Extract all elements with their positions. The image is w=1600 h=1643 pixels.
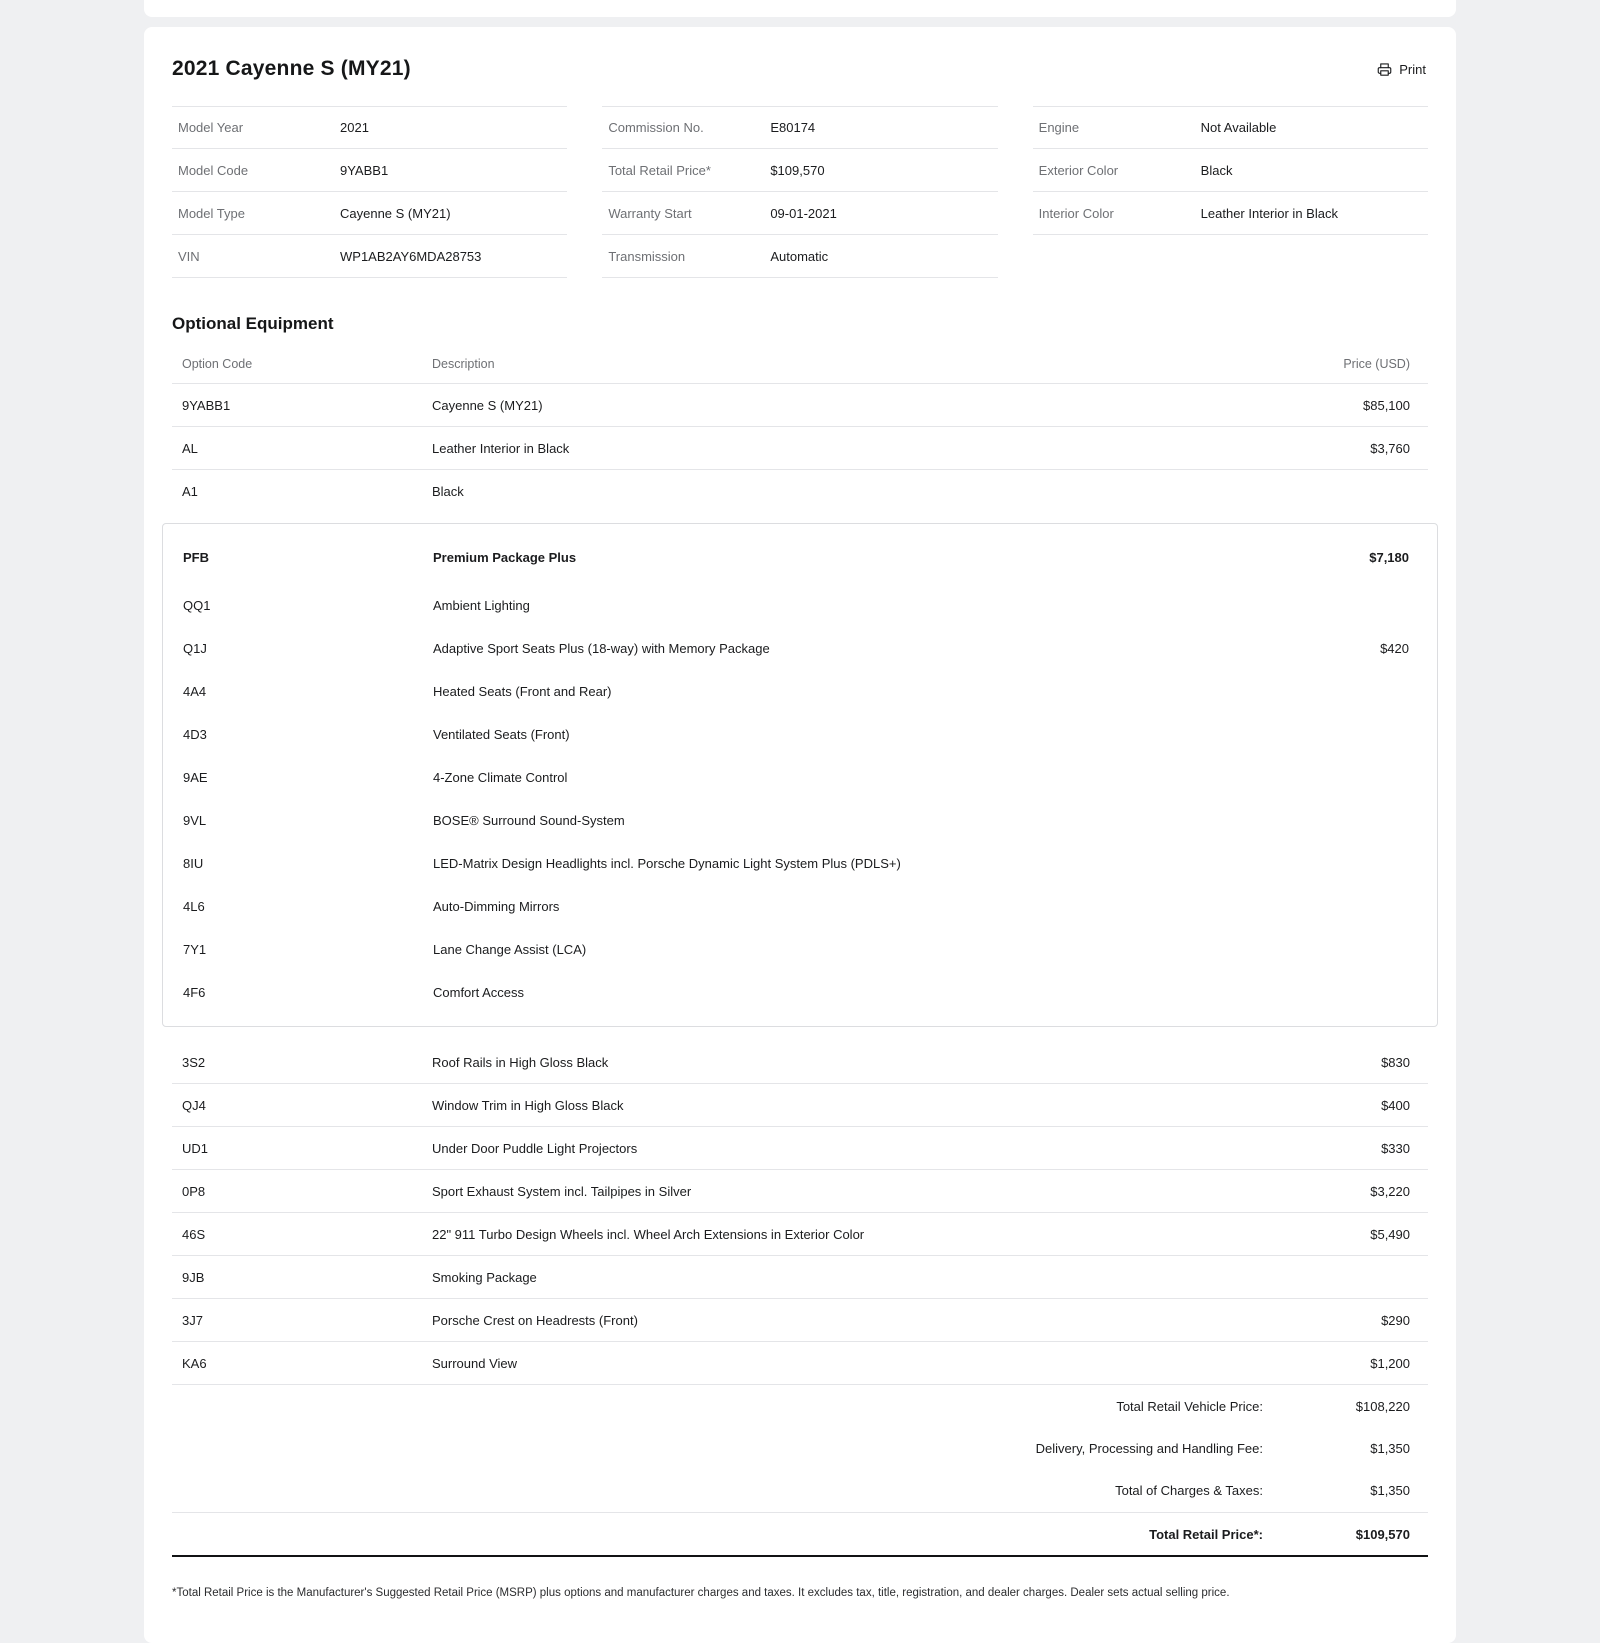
premium-package-group xyxy=(162,523,1438,1027)
option-code: KA6 xyxy=(182,1355,207,1371)
detail-row xyxy=(172,192,567,235)
equipment-row xyxy=(172,1041,1428,1084)
option-price: $330 xyxy=(1381,1140,1410,1156)
option-description: Smoking Package xyxy=(432,1269,537,1285)
option-description: Auto-Dimming Mirrors xyxy=(433,899,560,914)
option-code: 7Y1 xyxy=(183,942,207,957)
total-row xyxy=(172,1469,1428,1511)
option-description: Window Trim in High Gloss Black xyxy=(432,1097,624,1113)
option-description: 22" 911 Turbo Design Wheels incl. Wheel Arch Extensions in Exterior Color xyxy=(432,1226,865,1242)
print-button[interactable] xyxy=(1375,58,1428,81)
detail-label: Engine xyxy=(1038,120,1080,135)
price-footnote: *Total Retail Price is the Manufacturer's Suggested Retail Price (MSRP) plus options and manufacturer charges and taxes. It excludes tax, title, registration, and dealer charges. Dealer sets actual selling price. xyxy=(172,1587,1230,1599)
totals-rows-container xyxy=(172,1385,1428,1511)
option-description: Ventilated Seats (Front) xyxy=(433,727,570,742)
detail-value: 09-01-2021 xyxy=(770,205,837,221)
total-row xyxy=(172,1385,1428,1427)
final-total-row xyxy=(172,1512,1428,1557)
option-description: Comfort Access xyxy=(433,985,525,1000)
detail-label: Interior Color xyxy=(1038,205,1114,221)
total-row xyxy=(172,1427,1428,1469)
option-description: Ambient Lighting xyxy=(433,598,530,613)
total-label: Total Retail Vehicle Price: xyxy=(1116,1398,1263,1414)
option-code: 9VL xyxy=(183,813,207,828)
equipment-row xyxy=(173,670,1427,713)
detail-value: Cayenne S (MY21) xyxy=(340,205,451,221)
package-items-container xyxy=(173,584,1427,1014)
option-description: Premium Package Plus xyxy=(433,549,577,565)
final-total-label: Total Retail Price*: xyxy=(1149,1526,1263,1542)
option-code: PFB xyxy=(183,549,209,565)
option-code: 3S2 xyxy=(182,1054,206,1070)
equipment-row xyxy=(172,1213,1428,1256)
option-code: 8IU xyxy=(183,856,204,871)
details-column xyxy=(1033,106,1428,235)
final-total-value: $109,570 xyxy=(1355,1526,1410,1542)
vehicle-details-grid xyxy=(172,106,1428,278)
equipment-table xyxy=(172,344,1428,1385)
option-price: $830 xyxy=(1381,1054,1410,1070)
equipment-table-header-row xyxy=(172,344,1428,384)
option-code: Q1J xyxy=(183,641,207,656)
option-description: Surround View xyxy=(432,1355,518,1371)
option-description: Roof Rails in High Gloss Black xyxy=(432,1054,609,1070)
total-value: $108,220 xyxy=(1355,1398,1410,1414)
detail-row xyxy=(172,106,567,149)
option-code: 4D3 xyxy=(183,727,207,742)
detail-label: Warranty Start xyxy=(608,205,692,221)
option-price: $290 xyxy=(1381,1312,1410,1328)
option-description: Lane Change Assist (LCA) xyxy=(433,942,587,957)
option-price: $400 xyxy=(1381,1097,1410,1113)
option-description: 4-Zone Climate Control xyxy=(433,770,568,785)
option-description: Adaptive Sport Seats Plus (18-way) with Memory Package xyxy=(433,641,770,656)
package-header-container xyxy=(173,530,1427,584)
equipment-row xyxy=(172,1342,1428,1385)
option-code: 9AE xyxy=(183,770,208,785)
detail-row xyxy=(602,192,997,235)
detail-label: Total Retail Price* xyxy=(608,162,711,178)
equipment-row xyxy=(173,928,1427,971)
total-label: Delivery, Processing and Handling Fee: xyxy=(1035,1440,1263,1456)
equipment-row xyxy=(173,584,1427,627)
option-description: Sport Exhaust System incl. Tailpipes in Silver xyxy=(432,1183,692,1199)
total-value: $1,350 xyxy=(1370,1482,1410,1498)
detail-row xyxy=(1033,192,1428,235)
detail-label: Exterior Color xyxy=(1038,162,1119,178)
print-button-label: Print xyxy=(1399,61,1426,77)
total-label: Total of Charges & Taxes: xyxy=(1115,1482,1263,1498)
equipment-row xyxy=(173,885,1427,928)
option-code: A1 xyxy=(182,484,198,499)
option-price: $5,490 xyxy=(1370,1226,1410,1242)
option-price: $3,760 xyxy=(1370,440,1410,456)
option-description: Heated Seats (Front and Rear) xyxy=(433,684,612,699)
detail-row xyxy=(1033,149,1428,192)
detail-value: Automatic xyxy=(770,248,829,264)
detail-label: Transmission xyxy=(608,248,686,264)
detail-row xyxy=(1033,106,1428,149)
detail-row xyxy=(602,106,997,149)
equipment-row xyxy=(173,627,1427,670)
option-price: $420 xyxy=(1380,641,1409,656)
column-header-description: Description xyxy=(432,356,495,371)
option-description: Leather Interior in Black xyxy=(432,440,570,456)
column-header-price: Price (USD) xyxy=(1343,356,1410,371)
details-column xyxy=(172,106,567,278)
totals-section xyxy=(172,1385,1428,1557)
option-code: 3J7 xyxy=(182,1312,203,1328)
equipment-row xyxy=(172,1299,1428,1342)
detail-label: Model Year xyxy=(178,120,244,135)
detail-value: WP1AB2AY6MDA28753 xyxy=(340,248,482,264)
equipment-rows-standalone-top xyxy=(172,384,1428,513)
option-code: 0P8 xyxy=(182,1183,206,1199)
option-description: Black xyxy=(432,484,464,499)
equipment-rows-standalone-bottom xyxy=(172,1041,1428,1385)
equipment-row xyxy=(172,427,1428,470)
card-header xyxy=(172,57,1428,81)
printer-icon xyxy=(1377,62,1392,77)
option-description: BOSE® Surround Sound-System xyxy=(433,813,625,828)
detail-row xyxy=(602,149,997,192)
detail-value: Leather Interior in Black xyxy=(1200,205,1338,221)
option-code: 4A4 xyxy=(183,684,207,699)
equipment-row xyxy=(172,384,1428,427)
equipment-row xyxy=(172,1084,1428,1127)
option-price: $3,220 xyxy=(1370,1183,1410,1199)
detail-value: $109,570 xyxy=(770,162,825,178)
equipment-row xyxy=(172,1170,1428,1213)
equipment-row xyxy=(173,756,1427,799)
previous-card-bottom-edge xyxy=(144,0,1456,17)
option-price: $85,100 xyxy=(1363,397,1410,413)
detail-value: 2021 xyxy=(340,120,369,135)
detail-label: Commission No. xyxy=(608,120,704,135)
column-header-option-code: Option Code xyxy=(182,356,253,371)
option-price: $1,200 xyxy=(1370,1355,1410,1371)
detail-value: Black xyxy=(1200,162,1233,178)
option-code: 4L6 xyxy=(183,899,205,914)
equipment-row xyxy=(173,799,1427,842)
detail-row xyxy=(172,149,567,192)
detail-row xyxy=(602,235,997,278)
option-code: AL xyxy=(182,440,198,456)
option-code: 9YABB1 xyxy=(182,397,231,413)
option-code: QJ4 xyxy=(182,1097,206,1113)
optional-equipment-heading: Optional Equipment xyxy=(172,314,334,333)
equipment-row xyxy=(173,842,1427,885)
equipment-row xyxy=(173,971,1427,1014)
detail-label: VIN xyxy=(178,248,200,264)
equipment-row xyxy=(173,530,1427,584)
detail-label: Model Type xyxy=(178,205,245,221)
detail-value: E80174 xyxy=(770,120,816,135)
equipment-row xyxy=(173,713,1427,756)
details-column xyxy=(602,106,997,278)
page-title: 2021 Cayenne S (MY21) xyxy=(172,57,411,80)
equipment-row xyxy=(172,1127,1428,1170)
option-description: Porsche Crest on Headrests (Front) xyxy=(432,1312,638,1328)
option-description: Under Door Puddle Light Projectors xyxy=(432,1140,638,1156)
option-description: Cayenne S (MY21) xyxy=(432,397,543,413)
option-code: 4F6 xyxy=(183,985,206,1000)
detail-label: Model Code xyxy=(178,162,249,178)
detail-value: 9YABB1 xyxy=(340,162,389,178)
option-code: QQ1 xyxy=(183,598,211,613)
option-code: UD1 xyxy=(182,1140,209,1156)
equipment-row xyxy=(172,1256,1428,1299)
detail-value: Not Available xyxy=(1200,120,1277,135)
option-code: 9JB xyxy=(182,1269,205,1285)
detail-row xyxy=(172,235,567,278)
vehicle-detail-card xyxy=(144,27,1456,1643)
total-value: $1,350 xyxy=(1370,1440,1410,1456)
equipment-row xyxy=(172,470,1428,513)
option-description: LED-Matrix Design Headlights incl. Porsche Dynamic Light System Plus (PDLS+) xyxy=(433,856,901,871)
option-price: $7,180 xyxy=(1369,549,1409,565)
option-code: 46S xyxy=(182,1226,206,1242)
